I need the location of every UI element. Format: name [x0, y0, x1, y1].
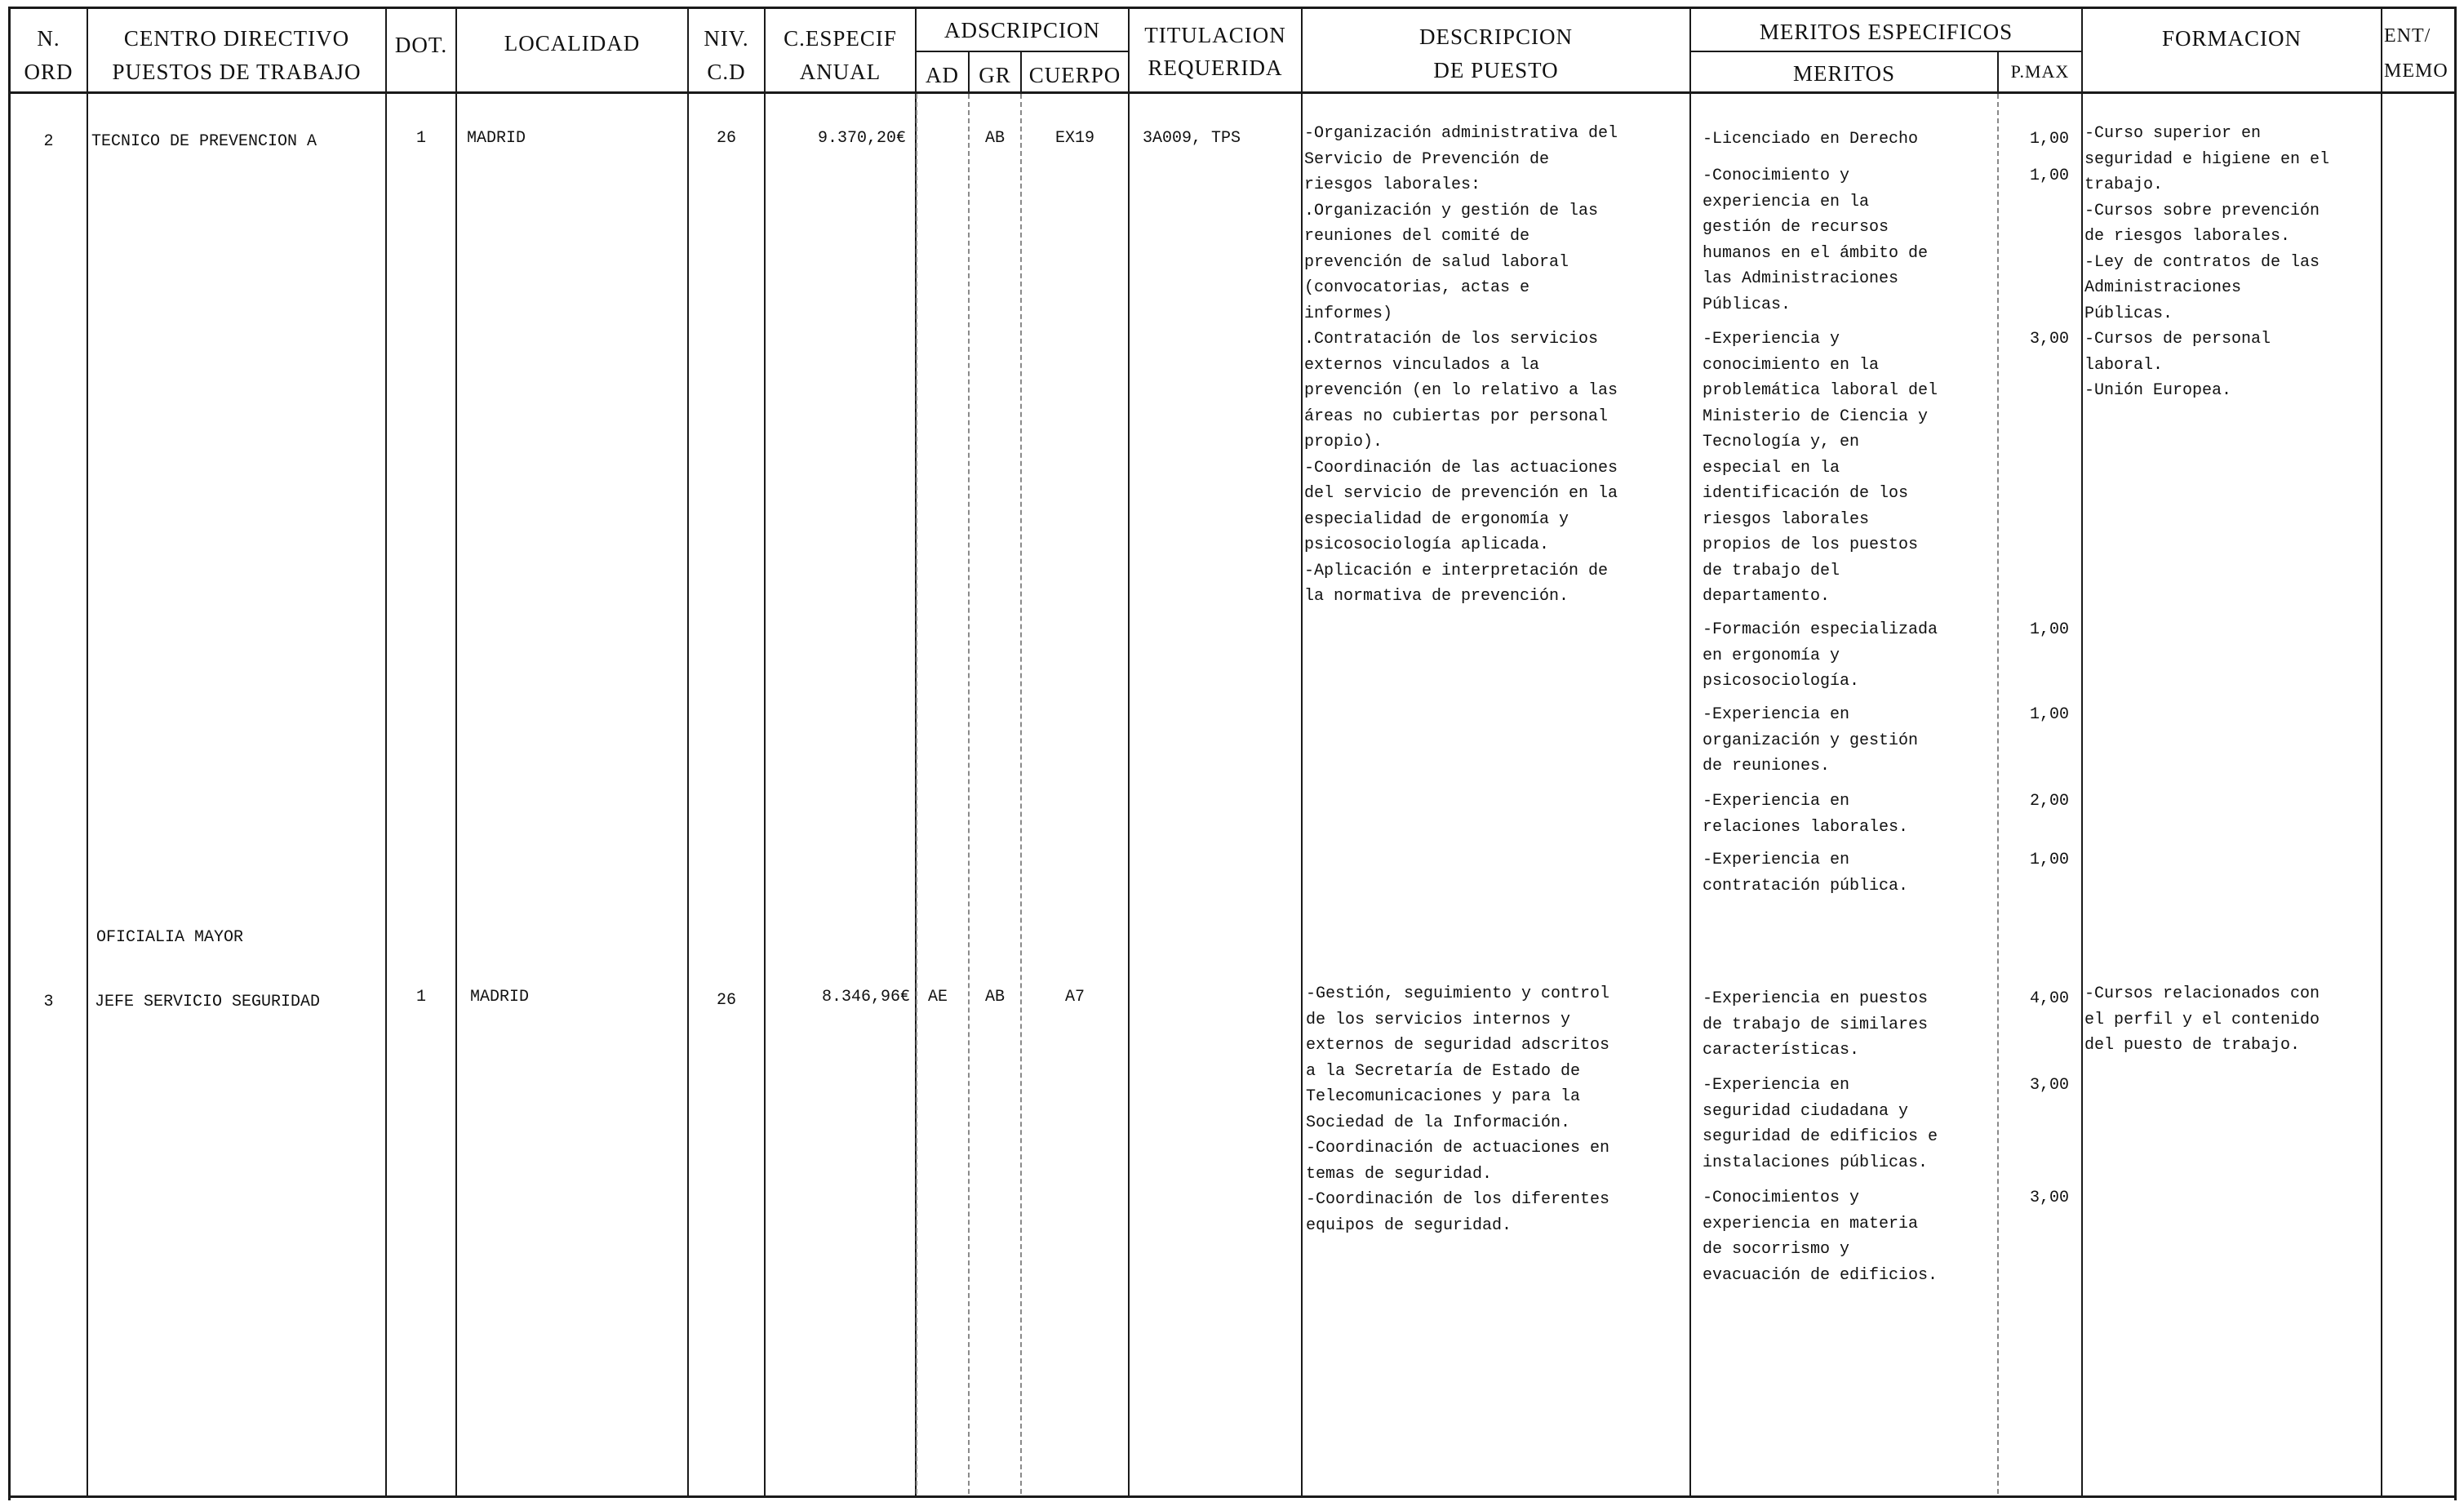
header-adscripcion: ADSCRIPCION — [943, 18, 1101, 42]
header-ord: ORD — [24, 60, 73, 84]
row-gr: AB — [984, 988, 1005, 1007]
merito-text: -Experiencia en puestos de trabajo de similares características. — [1703, 989, 1929, 1060]
row-c-especif: 9.370,20€ — [817, 129, 906, 148]
merito-pmax: 3,00 — [2029, 330, 2069, 349]
header-dot: DOT. — [394, 33, 448, 57]
header-anual: ANUAL — [799, 60, 881, 84]
header-cuerpo: CUERPO — [1028, 63, 1121, 87]
merito-pmax: 4,00 — [2029, 989, 2069, 1008]
frame-bottom-rule — [8, 1495, 2457, 1498]
merito-text: -Experiencia y conocimiento en la problemática laboral del Ministerio de Ciencia y Tecnología y, en especial en la identificación de los riesgos laborales propios de los puestos de trabajo del departamento. — [1703, 330, 1938, 606]
merito-pmax: 2,00 — [2029, 792, 2069, 811]
header-ad: AD — [926, 63, 959, 87]
merito-pmax: 1,00 — [2029, 851, 2069, 869]
header-puestos-de-trabajo: PUESTOS DE TRABAJO — [112, 60, 362, 84]
merito-pmax: 1,00 — [2029, 705, 2069, 724]
header-p-max: P.MAX — [2010, 61, 2070, 82]
frame-left-rule — [8, 7, 11, 1500]
row-cuerpo: EX19 — [1054, 129, 1094, 148]
col-rule — [1301, 7, 1303, 1498]
col-rule — [385, 7, 387, 1498]
row-ord: 3 — [43, 993, 54, 1011]
row-cuerpo: A7 — [1064, 988, 1085, 1007]
row-localidad: MADRID — [467, 129, 526, 148]
row-dot: 1 — [415, 129, 426, 148]
header-titulacion: TITULACION — [1144, 23, 1286, 47]
merito-text: -Experiencia en organización y gestión de reuniones. — [1703, 705, 1919, 775]
merito-pmax: 1,00 — [2029, 167, 2069, 185]
frame-top-rule — [8, 7, 2457, 9]
col-rule — [455, 7, 457, 1498]
row-niv: 26 — [716, 991, 736, 1010]
merito-pmax: 1,00 — [2029, 620, 2069, 639]
header-meritos-especificos: MERITOS ESPECIFICOS — [1759, 20, 2013, 44]
merito-text: -Experiencia en relaciones laborales. — [1703, 792, 1909, 837]
header-cd: C.D — [707, 60, 746, 84]
merito-text: -Formación especializada en ergonomía y psicosociología. — [1703, 620, 1938, 691]
col-rule — [764, 7, 766, 1498]
row-c-especif: 8.346,96€ — [821, 988, 910, 1007]
row-formacion: -Cursos relacionados con el perfil y el contenido del puesto de trabajo. — [2084, 984, 2320, 1055]
header-ent: ENT/ — [2384, 25, 2431, 47]
header-requerida: REQUERIDA — [1148, 56, 1283, 80]
header-centro-directivo: CENTRO DIRECTIVO — [123, 26, 350, 51]
col-rule — [1128, 7, 1130, 1498]
row-dot: 1 — [415, 988, 426, 1007]
header-subdivider-meritos — [1689, 51, 2081, 52]
header-formacion: FORMACION — [2161, 26, 2302, 51]
merito-text: -Experiencia en contratación pública. — [1703, 851, 1909, 895]
row-puesto: JEFE SERVICIO SEGURIDAD — [95, 993, 321, 1011]
row-titulacion: 3A009, TPS — [1143, 129, 1241, 148]
col-rule-faint — [968, 94, 970, 1494]
merito-pmax: 3,00 — [2029, 1189, 2069, 1207]
merito-text: -Conocimiento y experiencia en la gestión de recursos humanos en el ámbito de las Administraciones Públicas. — [1703, 167, 1929, 314]
col-rule — [2081, 7, 2083, 1498]
col-rule — [1689, 7, 1691, 1498]
col-rule — [687, 7, 689, 1498]
row-descripcion: -Gestión, seguimiento y control de los servicios internos y externos de seguridad adscritos a la Secretaría de Estado de Telecomunicaciones y para la Sociedad de la Información. -Coordinación de actuaciones en temas de seguridad. -Coordinación de los diferentes equipos de seguridad. — [1306, 984, 1610, 1235]
merito-pmax: 1,00 — [2029, 130, 2069, 149]
row-ord: 2 — [43, 132, 54, 151]
col-rule-faint — [916, 94, 917, 1494]
merito-pmax: 3,00 — [2029, 1076, 2069, 1095]
row-localidad: MADRID — [470, 988, 530, 1007]
col-rule — [87, 7, 88, 1498]
centro-directivo-label: OFICIALIA MAYOR — [96, 928, 244, 947]
header-n: N. — [37, 26, 60, 51]
header-bottom-rule — [8, 91, 2457, 94]
header-meritos: MERITOS — [1792, 61, 1896, 86]
row-puesto: TECNICO DE PREVENCION A — [91, 132, 317, 151]
row-ad: AE — [927, 988, 948, 1007]
header-gr: GR — [979, 63, 1011, 87]
frame-right-rule — [2454, 7, 2457, 1500]
header-niv: NIV. — [704, 26, 749, 51]
header-c-especif: C.ESPECIF — [784, 26, 897, 51]
row-formacion: -Curso superior en seguridad e higiene en el trabajo. -Cursos sobre prevención de riesgos laborales. -Ley de contratos de las Administraciones Públicas. -Cursos de personal laboral. -Unión Europea. — [2084, 124, 2330, 400]
row-gr: AB — [984, 129, 1005, 148]
header-localidad: LOCALIDAD — [504, 31, 641, 56]
merito-text: -Licenciado en Derecho — [1703, 130, 1919, 149]
merito-text: -Conocimientos y experiencia en materia de socorrismo y evacuación de edificios. — [1703, 1189, 1938, 1285]
row-niv: 26 — [716, 129, 736, 148]
col-rule-faint — [1020, 94, 1022, 1494]
header-de-puesto: DE PUESTO — [1433, 58, 1559, 82]
col-rule — [2381, 7, 2382, 1498]
header-descripcion: DESCRIPCION — [1418, 24, 1574, 49]
row-descripcion: -Organización administrativa del Servicio de Prevención de riesgos laborales: .Organización y gestión de las reuniones del comité de prevención de salud laboral (convocatorias, actas e informes) .Contratación de los servicios externos vinculados a la prevención (en lo relativo a las áreas no cubiertas por personal propio). -Coordinación de las actuaciones del servicio de prevención en la especialidad de ergonomía y psicosociología aplicada. -Aplicación e interpretación de la normativa de prevención. — [1304, 124, 1618, 606]
merito-text: -Experiencia en seguridad ciudadana y seguridad de edificios e instalaciones públicas. — [1703, 1076, 1938, 1172]
header-memo: MEMO — [2384, 60, 2448, 82]
